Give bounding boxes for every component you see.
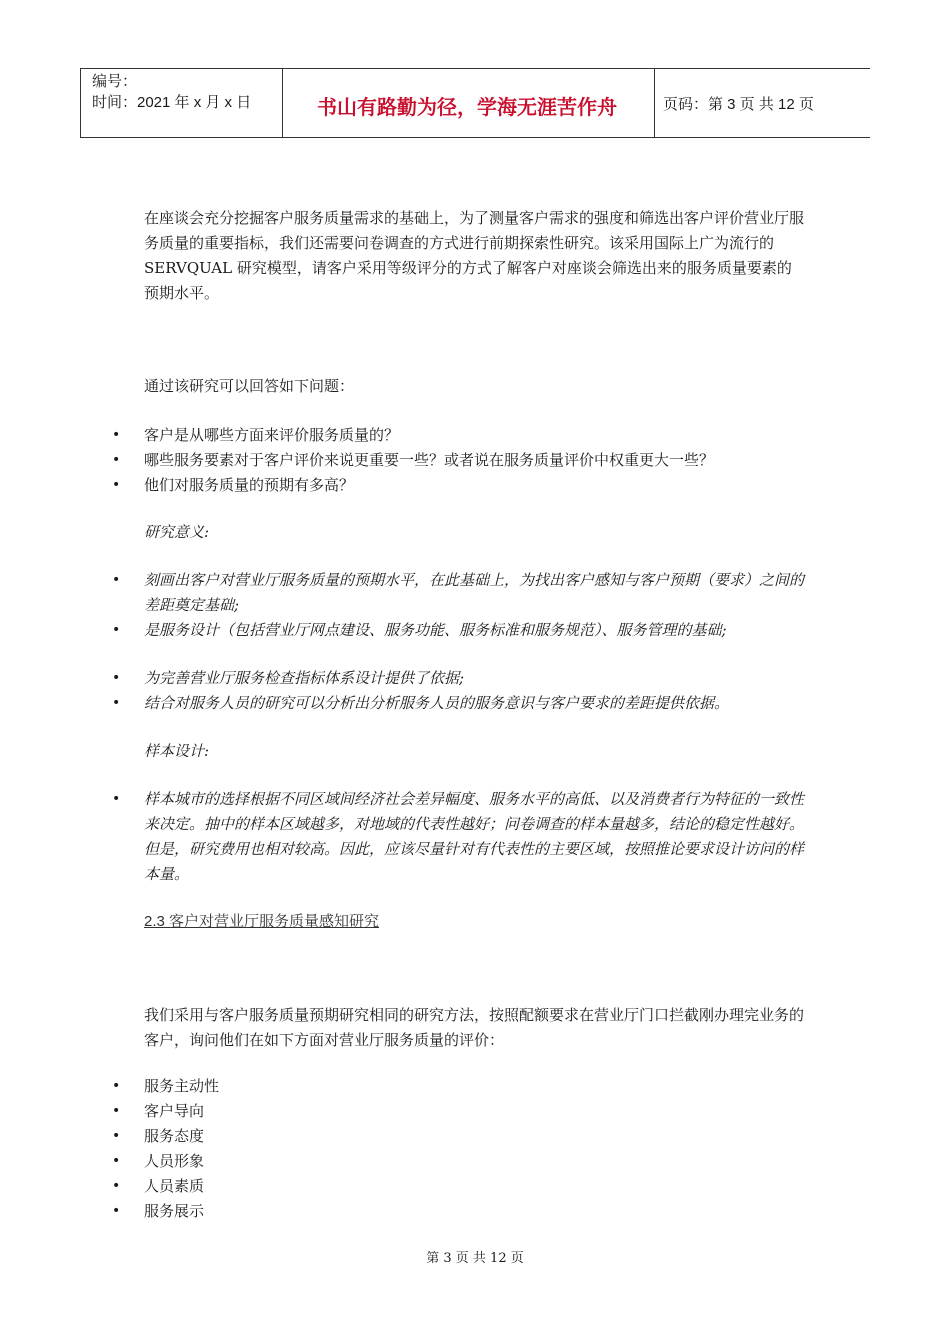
questions-list	[112, 423, 812, 498]
list-item: • 客户是从哪些方面来评价服务质量的？	[112, 423, 812, 448]
list-item: • 人员素质	[112, 1174, 812, 1199]
sample-list	[112, 787, 812, 887]
sample-title: 样本设计:	[144, 742, 210, 760]
significance-title: 研究意义:	[144, 523, 210, 541]
list-item: • 服务态度	[112, 1124, 812, 1149]
page-footer: 第 3 页 共 12 页	[426, 1251, 524, 1266]
significance-list-b	[112, 666, 812, 716]
list-item: • 样本城市的选择根据不同区域间经济社会差异幅度、服务水平的高低、以及消费者行为特征的一致性来决定。抽中的样本区域越多，对地域的代表性越好；问卷调查的样本量越多，结论的稳定性越好。但是，研究费用也相对较高。因此，应该尽量针对有代表性的主要区域，按照推论要求设计访问的样本量。	[112, 787, 812, 887]
list-item: • 服务主动性	[112, 1074, 812, 1099]
list-item: • 是服务设计（包括营业厅网点建设、服务功能、服务标准和服务规范）、服务管理的基础;	[112, 618, 812, 643]
aspects-list	[112, 1074, 812, 1224]
list-item: • 为完善营业厅服务检查指标体系设计提供了依据;	[112, 666, 812, 691]
header-motto: 书山有路勤为径，学海无涯苦作舟	[317, 97, 617, 119]
list-item: • 客户导向	[112, 1099, 812, 1124]
header-code: 编号：	[92, 73, 138, 90]
list-item: • 刻画出客户对营业厅服务质量的预期水平，在此基础上，为找出客户感知与客户预期（要求）之间的差距奠定基础;	[112, 568, 812, 618]
list-item: • 服务展示	[112, 1199, 812, 1224]
list-item: • 人员形象	[112, 1149, 812, 1174]
section-heading: 2.3 客户对营业厅服务质量感知研究	[144, 913, 380, 930]
list-item: • 结合对服务人员的研究可以分析出分析服务人员的服务意识与客户要求的差距提供依据。	[112, 691, 812, 716]
header-page-info: 页码：第 3 页 共 12 页	[663, 96, 814, 113]
header-time: 时间：2021 年 x 月 x 日	[92, 94, 252, 111]
list-item: • 他们对服务质量的预期有多高？	[112, 473, 812, 498]
page-header	[80, 68, 870, 138]
significance-list-a	[112, 568, 812, 643]
header-meta	[92, 71, 251, 113]
paragraph-method: 我们采用与客户服务质量预期研究相同的研究方法，按照配额要求在营业厅门口拦截刚办理完业务的客户，询问他们在如下方面对营业厅服务质量的评价：	[144, 1006, 805, 1049]
list-item: • 哪些服务要素对于客户评价来说更重要一些？或者说在服务质量评价中权重更大一些？	[112, 448, 812, 473]
header-divider-2	[654, 69, 655, 137]
paragraph-intro: 在座谈会充分挖掘客户服务质量需求的基础上，为了测量客户需求的强度和筛选出客户评价营业厅服务质量的重要指标，我们还需要问卷调查的方式进行前期探索性研究。该采用国际上广为流行的 SERVQUAL 研究模型，请客户采用等级评分的方式了解客户对座谈会筛选出来的服务质量要素的预期水平。	[144, 209, 805, 302]
header-border-left	[80, 69, 81, 137]
paragraph-questions-intro: 通过该研究可以回答如下问题：	[144, 377, 355, 395]
